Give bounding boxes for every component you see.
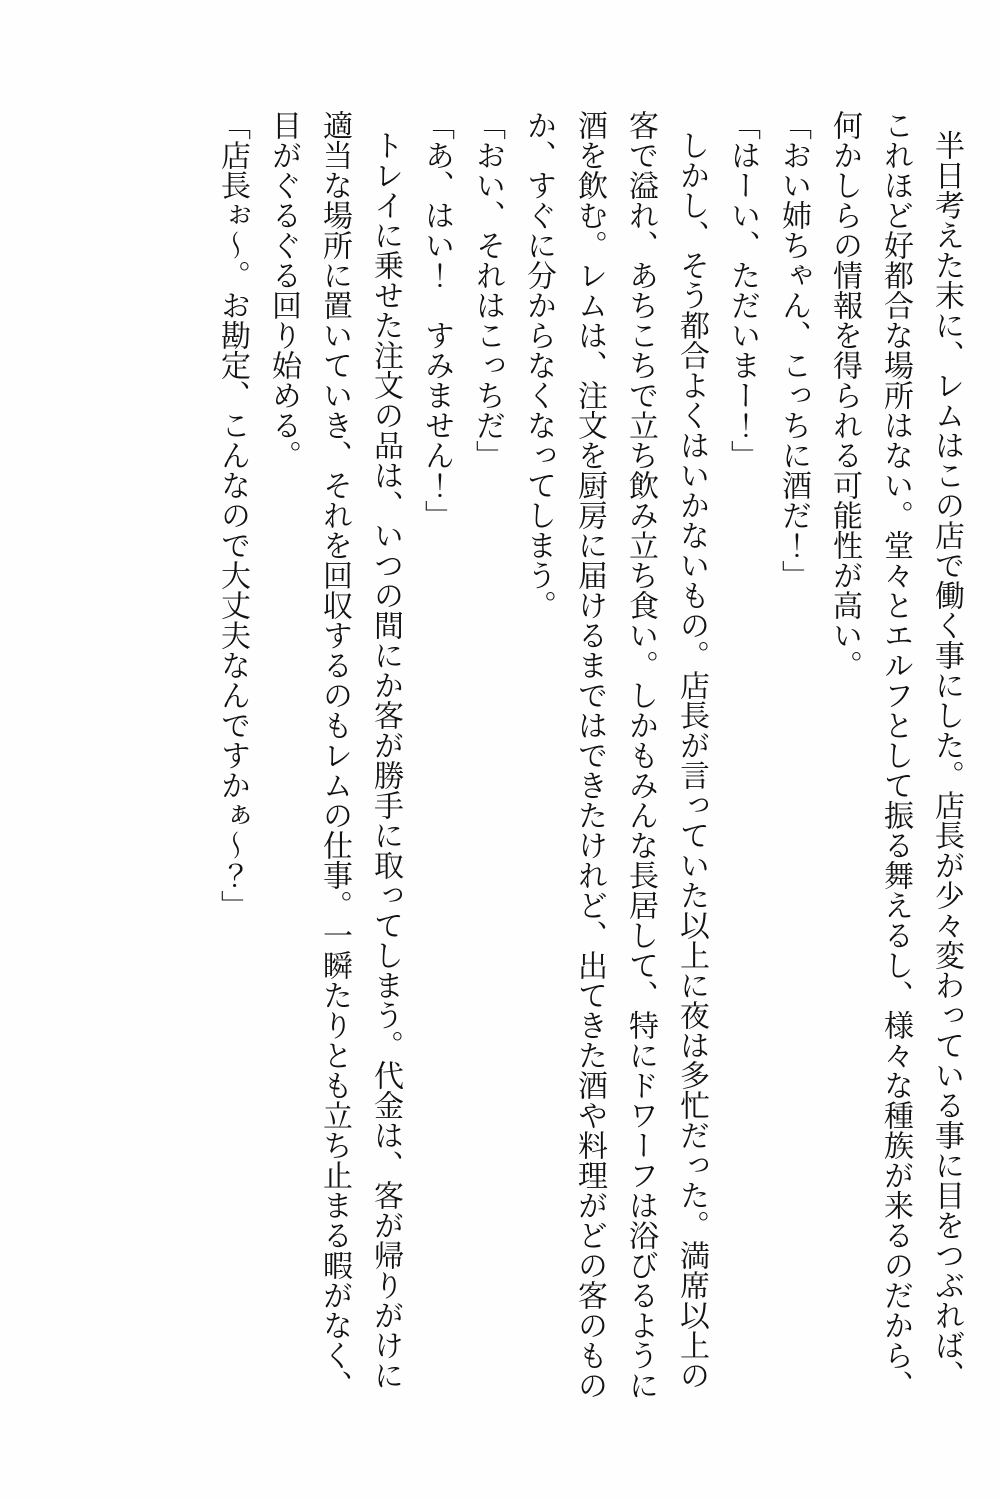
dialogue-line-4: 「あ、はい！ すみません！」 <box>420 110 453 530</box>
dialogue-line-3: 「おい、それはこっちだ」 <box>471 110 504 470</box>
paragraph-narration-3: トレイに乗せた注文の品は、いつの間にか客が勝手に取ってしまう。代金は、客が帰りがけに適当な場所に置いていき、それを回収するのもレムの仕事。一瞬たりとも立ち止まる暇がなく、目がぐるぐる回り始める。 <box>267 110 402 1400</box>
dialogue-line-5: 「店長ぉ～。お勘定、こんなので大丈夫なんですかぁ～？」 <box>216 110 249 920</box>
paragraph-narration-1: 半日考えた末に、レムはこの店で働く事にした。店長が少々変わっている事に目をつぶれば、これほど好都合な場所はない。堂々とエルフとして振る舞えるし、様々な種族が来るのだから、何かしらの情報を得られる可能性が高い。 <box>828 110 963 1400</box>
dialogue-line-1: 「おい姉ちゃん、こっちに酒だ！」 <box>777 110 810 590</box>
paragraph-narration-2: しかし、そう都合よくはいかないもの。店長が言っていた以上に夜は多忙だった。満席以上の客で溢れ、あちこちで立ち飲み立ち食い。しかもみんな長居して、特にドワーフは浴びるように酒を飲む。レムは、注文を厨房に届けるまではできたけれど、出てきた酒や料理がどの客のものか、すぐに分からなくなってしまう。 <box>522 110 708 1400</box>
dialogue-line-2: 「はーい、ただいまー！」 <box>726 110 759 470</box>
